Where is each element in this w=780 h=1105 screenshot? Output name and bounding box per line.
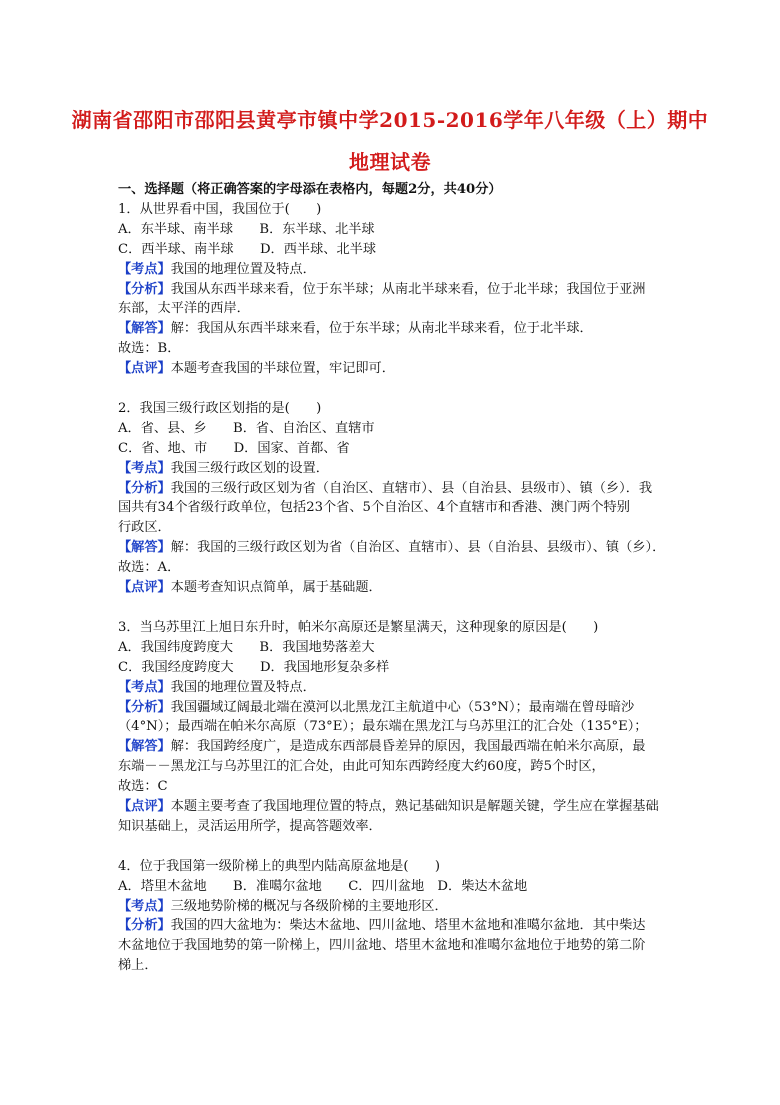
question-2-kaodian: 【考点】我国三级行政区划的设置． bbox=[118, 460, 329, 476]
question-1-jieda: 【解答】解：我国从东西半球来看，位于东半球；从南北半球来看，位于北半球． bbox=[118, 321, 593, 337]
document-title-line-2: 地理试卷 bbox=[349, 150, 431, 174]
question-3-stem: 3．当乌苏里江上旭日东升时，帕米尔高原还是繁星满天，这种现象的原因是( ) bbox=[118, 619, 599, 635]
document-body bbox=[118, 180, 666, 976]
question-3-jieda: 【解答】解：我国跨经度广，是造成东西部晨昏差异的原因，我国最西端在帕米尔高原，最 bbox=[118, 739, 646, 755]
question-3-answer: 故选：C bbox=[118, 779, 168, 795]
question-1-kaodian: 【考点】我国的地理位置及特点． bbox=[118, 261, 316, 277]
question-2-options-cd: C．省、地、市 D．国家、首都、省 bbox=[118, 440, 350, 456]
question-1-options-ab: A．东半球、南半球 B．东半球、北半球 bbox=[118, 221, 375, 237]
kaodian-tag: 【考点】 bbox=[118, 261, 171, 277]
question-4-fenxi-cont-2: 梯上． bbox=[118, 958, 158, 974]
question-2-fenxi-cont-1: 国共有34个省级行政单位，包括23个省、5个自治区、4个直辖市和香港、澳门两个特别 bbox=[118, 500, 630, 516]
question-3-jieda-cont: 东端－－黑龙江与乌苏里江的汇合处，由此可知东西跨经度大约60度，跨5个时区， bbox=[118, 759, 605, 775]
question-1-fenxi-cont: 东部，太平洋的西岸． bbox=[118, 301, 250, 317]
section-heading: 一、选择题（将正确答案的字母添在表格内，每题2分，共40分） bbox=[118, 182, 502, 197]
question-3-dianping: 【点评】本题主要考查了我国地理位置的特点，熟记基础知识是解题关键，学生应在掌握基础 bbox=[118, 799, 659, 815]
question-1-dianping: 【点评】本题考查我国的半球位置，牢记即可． bbox=[118, 361, 395, 377]
jieda-tag: 【解答】 bbox=[118, 739, 171, 755]
jieda-tag: 【解答】 bbox=[118, 540, 171, 556]
question-2-fenxi: 【分析】我国的三级行政区划为省（自治区、直辖市）、县（自治县、县级市）、镇（乡）．我 bbox=[118, 480, 653, 496]
fenxi-tag: 【分析】 bbox=[118, 699, 171, 715]
fenxi-tag: 【分析】 bbox=[118, 480, 171, 496]
question-1-answer: 故选：B． bbox=[118, 341, 181, 357]
question-3-dianping-cont: 知识基础上，灵活运用所学，提高答题效率． bbox=[118, 818, 382, 834]
fenxi-tag: 【分析】 bbox=[118, 918, 171, 934]
question-3-kaodian: 【考点】我国的地理位置及特点． bbox=[118, 679, 316, 695]
question-4-kaodian: 【考点】三级地势阶梯的概况与各级阶梯的主要地形区． bbox=[118, 898, 448, 914]
question-3-options-cd: C．我国经度跨度大 D．我国地形复杂多样 bbox=[118, 659, 390, 675]
question-4-options: A．塔里木盆地 B．准噶尔盆地 C．四川盆地 D．柴达木盆地 bbox=[118, 878, 528, 894]
question-4-fenxi: 【分析】我国的四大盆地为：柴达木盆地、四川盆地、塔里木盆地和准噶尔盆地．其中柴达 bbox=[118, 918, 646, 934]
question-1-fenxi: 【分析】我国从东西半球来看，位于东半球；从南北半球来看，位于北半球；我国位于亚洲 bbox=[118, 281, 646, 297]
jieda-tag: 【解答】 bbox=[118, 321, 171, 337]
document-title-line-1: 湖南省邵阳市邵阳县黄亭市镇中学2015-2016学年八年级（上）期中 bbox=[71, 108, 709, 132]
question-4-fenxi-cont-1: 木盆地位于我国地势的第一阶梯上，四川盆地、塔里木盆地和准噶尔盆地位于地势的第二阶 bbox=[118, 938, 646, 954]
fenxi-tag: 【分析】 bbox=[118, 281, 171, 297]
question-3-fenxi: 【分析】我国疆域辽阔最北端在漠河以北黑龙江主航道中心（53°N）；最南端在曾母暗沙 bbox=[118, 699, 635, 715]
question-2-answer: 故选：A． bbox=[118, 560, 181, 576]
question-1-stem: 1．从世界看中国，我国位于( ) bbox=[118, 201, 322, 217]
question-2-fenxi-cont-2: 行政区． bbox=[118, 520, 171, 536]
dianping-tag: 【点评】 bbox=[118, 580, 171, 596]
question-3-options-ab: A．我国纬度跨度大 B．我国地势落差大 bbox=[118, 639, 375, 655]
question-2-dianping: 【点评】本题考查知识点简单，属于基础题． bbox=[118, 580, 382, 596]
question-1-options-cd: C．西半球、南半球 D．西半球、北半球 bbox=[118, 241, 377, 257]
question-2-options-ab: A．省、县、乡 B．省、自治区、直辖市 bbox=[118, 420, 375, 436]
kaodian-tag: 【考点】 bbox=[118, 460, 171, 476]
dianping-tag: 【点评】 bbox=[118, 361, 171, 377]
kaodian-tag: 【考点】 bbox=[118, 679, 171, 695]
dianping-tag: 【点评】 bbox=[118, 799, 171, 815]
kaodian-tag: 【考点】 bbox=[118, 898, 171, 914]
question-3-fenxi-cont: （4°N）；最西端在帕米尔高原（73°E）；最东端在黑龙江与乌苏里江的汇合处（135°E）； bbox=[118, 719, 648, 735]
question-2-jieda: 【解答】解：我国的三级行政区划为省（自治区、直辖市）、县（自治县、县级市）、镇（乡）． bbox=[118, 540, 666, 556]
question-2-stem: 2．我国三级行政区划指的是( ) bbox=[118, 400, 322, 416]
question-4-stem: 4．位于我国第一级阶梯上的典型内陆高原盆地是( ) bbox=[118, 858, 440, 874]
